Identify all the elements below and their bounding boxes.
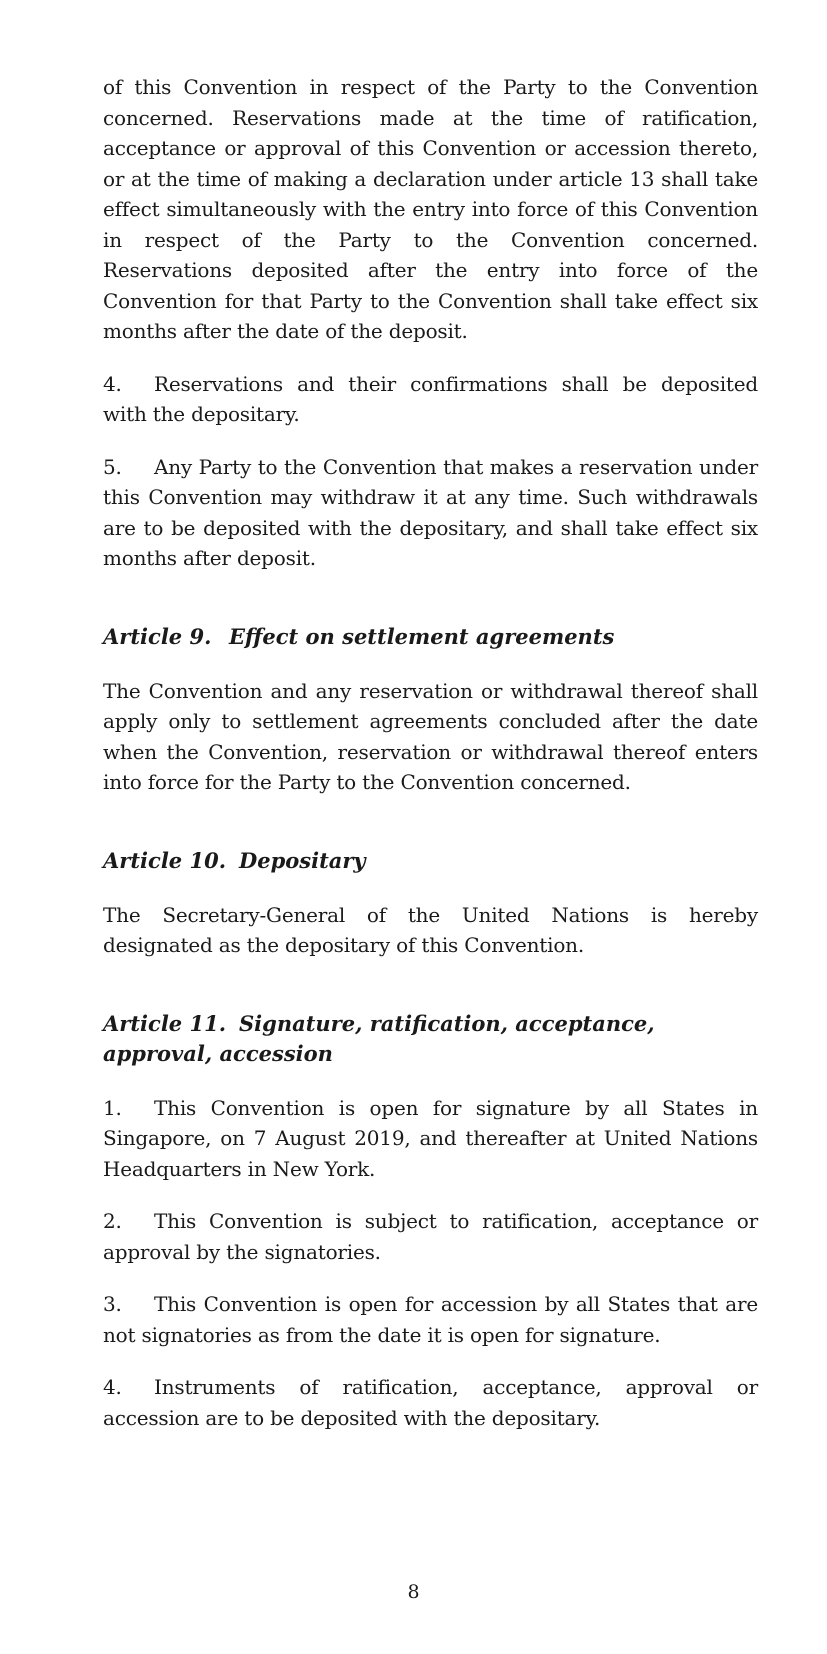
document-page <box>103 72 758 1433</box>
item-number: 4. <box>103 371 122 396</box>
article9-heading <box>103 622 758 652</box>
item-number: 2. <box>103 1209 122 1233</box>
article8-item-4 <box>103 369 758 430</box>
article11-heading <box>103 1009 758 1069</box>
article-number: Article 11. <box>103 1010 227 1036</box>
item-number: 3. <box>103 1292 122 1316</box>
article11-item-1 <box>103 1093 758 1185</box>
article11-item-3 <box>103 1289 758 1350</box>
article-number: Article 9. <box>103 623 212 649</box>
article-title: Signature, ratification, acceptance, approval, accession <box>103 1010 655 1066</box>
item-text: This Convention is open for accession by all States that are not signatories as from the date it is open for signature. <box>103 1292 758 1347</box>
item-number: 5. <box>103 454 122 479</box>
page-number: 8 <box>407 1581 420 1603</box>
article8-item-5 <box>103 452 758 574</box>
article-title: Effect on settlement agreements <box>229 623 615 649</box>
article10-body: The Secretary-General of the United Nations is hereby designated as the depositary of this Convention. <box>103 902 758 957</box>
article11-item-2 <box>103 1206 758 1267</box>
intro-paragraph: of this Convention in respect of the Party to the Convention concerned. Reservations made at the time of ratification, acceptance or approval of this Convention or accession thereto, or at the time of making a declaration under article 13 shall take effect simultaneously with the entry into force of this Convention in respect of the Party to the Convention concerned. Reservations deposited after the entry into force of the Convention for that Party to the Convention shall take effect six months after the date of the deposit. <box>103 75 758 343</box>
item-text: Reservations and their confirmations shall be deposited with the depositary. <box>103 371 758 426</box>
article10-heading <box>103 846 758 876</box>
item-number: 1. <box>103 1095 122 1120</box>
article9-body: The Convention and any reservation or withdrawal thereof shall apply only to settlement agreements concluded after the date when the Convention, reservation or withdrawal thereof enters into force for the Party to the Convention concerned. <box>103 678 758 794</box>
item-text: This Convention is open for signature by all States in Singapore, on 7 August 2019, and thereafter at United Nations Headquarters in New York. <box>103 1095 758 1181</box>
article-title: Depositary <box>239 847 366 873</box>
item-text: Any Party to the Convention that makes a reservation under this Convention may withdraw it at any time. Such withdrawals are to be deposited with the depositary, and shall take effect six months after deposit. <box>103 454 758 570</box>
item-number: 4. <box>103 1375 122 1399</box>
item-text: This Convention is subject to ratification, acceptance or approval by the signatories. <box>103 1209 758 1264</box>
article11-item-4 <box>103 1372 758 1433</box>
item-text: Instruments of ratification, acceptance, approval or accession are to be deposited with the depositary. <box>103 1375 758 1430</box>
article-number: Article 10. <box>103 847 227 873</box>
